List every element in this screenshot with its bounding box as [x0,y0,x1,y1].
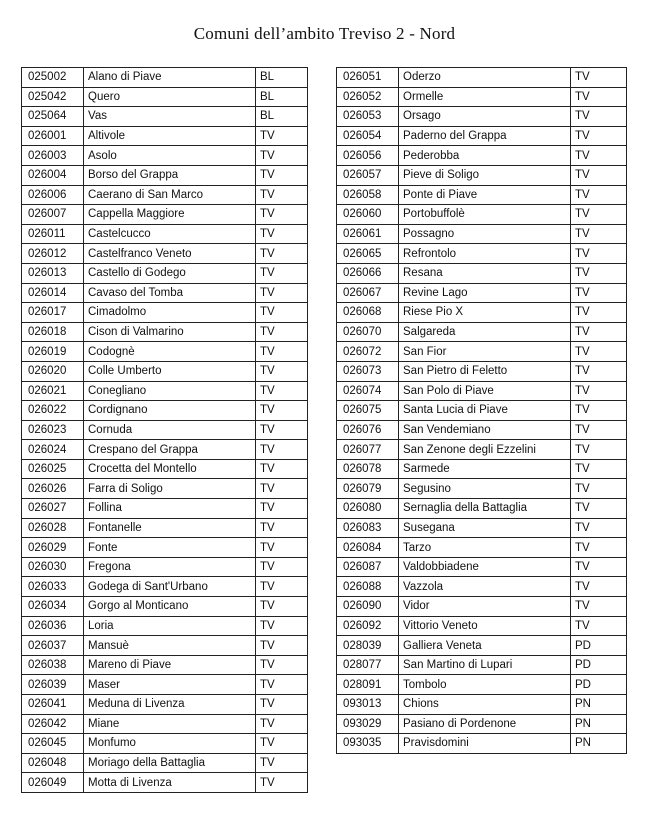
istat-code-cell: 026072 [337,342,399,362]
table-row [22,361,308,381]
istat-code-cell: 026024 [22,440,84,460]
province-cell: PN [571,695,627,715]
province-cell: TV [256,401,308,421]
table-row [337,283,627,303]
comune-name-cell: Miane [84,714,256,734]
province-cell: TV [256,773,308,793]
table-row [337,734,627,754]
comune-name-cell: Possagno [399,224,571,244]
comune-name-cell: Vazzola [399,577,571,597]
province-cell: TV [571,440,627,460]
province-cell: TV [571,68,627,88]
province-cell: TV [256,440,308,460]
province-cell: TV [571,165,627,185]
istat-code-cell: 026012 [22,244,84,264]
province-cell: TV [256,538,308,558]
comune-name-cell: San Martino di Lupari [399,655,571,675]
istat-code-cell: 026007 [22,205,84,225]
province-cell: PN [571,714,627,734]
istat-code-cell: 026041 [22,695,84,715]
istat-code-cell: 026092 [337,616,399,636]
province-cell: TV [256,597,308,617]
province-cell: TV [256,342,308,362]
istat-code-cell: 025064 [22,107,84,127]
comune-name-cell: Follina [84,499,256,519]
comune-name-cell: Pieve di Soligo [399,165,571,185]
table-row [337,107,627,127]
table-row [22,322,308,342]
comune-name-cell: Loria [84,616,256,636]
istat-code-cell: 093029 [337,714,399,734]
table-row [337,381,627,401]
istat-code-cell: 026060 [337,205,399,225]
comune-name-cell: Conegliano [84,381,256,401]
istat-code-cell: 026056 [337,146,399,166]
table-row [337,68,627,88]
istat-code-cell: 026036 [22,616,84,636]
table-row [22,283,308,303]
province-cell: TV [256,185,308,205]
table-row [337,401,627,421]
province-cell: TV [256,146,308,166]
istat-code-cell: 026070 [337,322,399,342]
table-row [337,126,627,146]
table-row [22,263,308,283]
province-cell: PN [571,734,627,754]
istat-code-cell: 026078 [337,459,399,479]
table-row [22,518,308,538]
istat-code-cell: 026003 [22,146,84,166]
table-row [22,205,308,225]
comune-name-cell: Ponte di Piave [399,185,571,205]
istat-code-cell: 026033 [22,577,84,597]
province-cell: TV [571,597,627,617]
province-cell: PD [571,675,627,695]
comune-name-cell: San Vendemiano [399,420,571,440]
istat-code-cell: 026090 [337,597,399,617]
comune-name-cell: Vidor [399,597,571,617]
table-row [337,205,627,225]
comune-name-cell: Meduna di Livenza [84,695,256,715]
table-row [22,87,308,107]
comune-name-cell: Godega di Sant'Urbano [84,577,256,597]
comune-name-cell: Ormelle [399,87,571,107]
istat-code-cell: 025002 [22,68,84,88]
istat-code-cell: 026029 [22,538,84,558]
province-cell: TV [571,361,627,381]
province-cell: TV [256,126,308,146]
province-cell: TV [571,146,627,166]
istat-code-cell: 026025 [22,459,84,479]
comune-name-cell: Refrontolo [399,244,571,264]
table-row [337,263,627,283]
province-cell: TV [256,675,308,695]
province-cell: TV [571,499,627,519]
istat-code-cell: 026067 [337,283,399,303]
istat-code-cell: 026014 [22,283,84,303]
province-cell: TV [571,322,627,342]
istat-code-cell: 026054 [337,126,399,146]
istat-code-cell: 093035 [337,734,399,754]
istat-code-cell: 026026 [22,479,84,499]
comune-name-cell: Susegana [399,518,571,538]
comune-name-cell: Fontanelle [84,518,256,538]
comune-name-cell: Mansuè [84,636,256,656]
istat-code-cell: 026083 [337,518,399,538]
table-row [337,597,627,617]
comune-name-cell: Farra di Soligo [84,479,256,499]
province-cell: TV [256,714,308,734]
istat-code-cell: 026048 [22,753,84,773]
comune-name-cell: San Pietro di Feletto [399,361,571,381]
province-cell: TV [571,420,627,440]
comune-name-cell: Castelfranco Veneto [84,244,256,264]
istat-code-cell: 026065 [337,244,399,264]
istat-code-cell: 026018 [22,322,84,342]
province-cell: TV [256,557,308,577]
province-cell: TV [256,479,308,499]
comune-name-cell: Monfumo [84,734,256,754]
comune-name-cell: Castello di Godego [84,263,256,283]
table-row [337,440,627,460]
istat-code-cell: 026058 [337,185,399,205]
table-row [337,459,627,479]
comune-name-cell: Moriago della Battaglia [84,753,256,773]
comune-name-cell: Colle Umberto [84,361,256,381]
table-row [337,675,627,695]
province-cell: TV [256,655,308,675]
table-row [22,577,308,597]
comune-name-cell: Orsago [399,107,571,127]
istat-code-cell: 026076 [337,420,399,440]
table-row [22,714,308,734]
comune-name-cell: Cimadolmo [84,303,256,323]
istat-code-cell: 026053 [337,107,399,127]
table-row [337,695,627,715]
comune-name-cell: Fregona [84,557,256,577]
table-row [22,655,308,675]
comune-name-cell: Alano di Piave [84,68,256,88]
table-row [22,557,308,577]
province-cell: TV [571,518,627,538]
comune-name-cell: Tombolo [399,675,571,695]
table-row [22,675,308,695]
table-row [337,303,627,323]
province-cell: TV [571,401,627,421]
istat-code-cell: 026087 [337,557,399,577]
istat-code-cell: 025042 [22,87,84,107]
comuni-table-right-body [337,68,627,754]
istat-code-cell: 028039 [337,636,399,656]
table-row [22,734,308,754]
istat-code-cell: 026023 [22,420,84,440]
province-cell: TV [571,185,627,205]
table-row [22,165,308,185]
table-row [22,401,308,421]
comune-name-cell: San Polo di Piave [399,381,571,401]
province-cell: TV [256,734,308,754]
istat-code-cell: 026057 [337,165,399,185]
comune-name-cell: Resana [399,263,571,283]
table-row [22,303,308,323]
istat-code-cell: 026039 [22,675,84,695]
table-row [22,185,308,205]
istat-code-cell: 026068 [337,303,399,323]
province-cell: TV [256,577,308,597]
province-cell: PD [571,636,627,656]
comune-name-cell: San Zenone degli Ezzelini [399,440,571,460]
istat-code-cell: 026080 [337,499,399,519]
istat-code-cell: 028077 [337,655,399,675]
comune-name-cell: Vas [84,107,256,127]
istat-code-cell: 026004 [22,165,84,185]
comune-name-cell: Cornuda [84,420,256,440]
istat-code-cell: 026073 [337,361,399,381]
province-cell: PD [571,655,627,675]
province-cell: TV [256,753,308,773]
province-cell: TV [571,205,627,225]
comune-name-cell: Crocetta del Montello [84,459,256,479]
province-cell: BL [256,107,308,127]
comune-name-cell: Galliera Veneta [399,636,571,656]
comune-name-cell: Gorgo al Monticano [84,597,256,617]
province-cell: TV [571,342,627,362]
province-cell: TV [256,616,308,636]
comune-name-cell: Caerano di San Marco [84,185,256,205]
comune-name-cell: Segusino [399,479,571,499]
comune-name-cell: Cordignano [84,401,256,421]
comune-name-cell: Motta di Livenza [84,773,256,793]
comune-name-cell: Quero [84,87,256,107]
istat-code-cell: 026001 [22,126,84,146]
table-row [22,459,308,479]
table-row [337,420,627,440]
province-cell: TV [256,381,308,401]
table-row [22,479,308,499]
province-cell: TV [571,303,627,323]
table-row [337,224,627,244]
table-row [22,146,308,166]
table-row [337,244,627,264]
istat-code-cell: 026066 [337,263,399,283]
comuni-table-right [336,67,627,754]
province-cell: TV [571,538,627,558]
province-cell: TV [571,244,627,264]
province-cell: TV [256,205,308,225]
istat-code-cell: 093013 [337,695,399,715]
province-cell: TV [256,244,308,264]
istat-code-cell: 026077 [337,440,399,460]
province-cell: TV [571,283,627,303]
table-row [22,381,308,401]
comune-name-cell: Tarzo [399,538,571,558]
istat-code-cell: 026052 [337,87,399,107]
comune-name-cell: Vittorio Veneto [399,616,571,636]
istat-code-cell: 026030 [22,557,84,577]
istat-code-cell: 026038 [22,655,84,675]
table-row [22,440,308,460]
table-row [22,126,308,146]
province-cell: TV [256,459,308,479]
table-row [22,68,308,88]
istat-code-cell: 026049 [22,773,84,793]
province-cell: TV [571,381,627,401]
province-cell: TV [571,107,627,127]
comune-name-cell: Portobuffolè [399,205,571,225]
comune-name-cell: Codognè [84,342,256,362]
table-row [22,695,308,715]
table-row [337,518,627,538]
istat-code-cell: 026074 [337,381,399,401]
table-row [337,146,627,166]
table-row [22,597,308,617]
comune-name-cell: Altivole [84,126,256,146]
table-row [337,361,627,381]
comuni-table-left-body [22,68,308,793]
table-row [22,342,308,362]
page-title: Comuni dell’ambito Treviso 2 - Nord [193,24,456,43]
comune-name-cell: Chions [399,695,571,715]
table-row [22,636,308,656]
province-cell: TV [571,224,627,244]
table-row [22,616,308,636]
comune-name-cell: Cison di Valmarino [84,322,256,342]
istat-code-cell: 026020 [22,361,84,381]
province-cell: TV [256,322,308,342]
istat-code-cell: 026019 [22,342,84,362]
comune-name-cell: Maser [84,675,256,695]
comune-name-cell: Salgareda [399,322,571,342]
table-row [337,636,627,656]
table-row [22,753,308,773]
province-cell: TV [571,479,627,499]
istat-code-cell: 026042 [22,714,84,734]
province-cell: TV [571,87,627,107]
comune-name-cell: Mareno di Piave [84,655,256,675]
table-row [337,557,627,577]
comune-name-cell: Cavaso del Tomba [84,283,256,303]
province-cell: TV [571,616,627,636]
province-cell: TV [256,420,308,440]
istat-code-cell: 026006 [22,185,84,205]
istat-code-cell: 026017 [22,303,84,323]
province-cell: TV [256,518,308,538]
comuni-table-left [21,67,308,793]
istat-code-cell: 026028 [22,518,84,538]
province-cell: TV [571,577,627,597]
istat-code-cell: 026079 [337,479,399,499]
province-cell: TV [256,636,308,656]
comune-name-cell: Santa Lucia di Piave [399,401,571,421]
istat-code-cell: 026034 [22,597,84,617]
table-row [22,224,308,244]
istat-code-cell: 026013 [22,263,84,283]
istat-code-cell: 026037 [22,636,84,656]
istat-code-cell: 026011 [22,224,84,244]
province-cell: TV [256,361,308,381]
table-row [337,714,627,734]
table-row [337,165,627,185]
comune-name-cell: Fonte [84,538,256,558]
province-cell: TV [256,263,308,283]
comune-name-cell: Pravisdomini [399,734,571,754]
province-cell: TV [571,459,627,479]
comune-name-cell: Riese Pio X [399,303,571,323]
comune-name-cell: Pasiano di Pordenone [399,714,571,734]
province-cell: TV [256,499,308,519]
province-cell: TV [256,695,308,715]
province-cell: TV [256,283,308,303]
table-row [337,655,627,675]
istat-code-cell: 026022 [22,401,84,421]
table-row [337,87,627,107]
table-row [337,322,627,342]
comune-name-cell: Cappella Maggiore [84,205,256,225]
table-row [22,420,308,440]
comune-name-cell: Oderzo [399,68,571,88]
province-cell: TV [571,126,627,146]
table-row [22,244,308,264]
comune-name-cell: Sarmede [399,459,571,479]
istat-code-cell: 026027 [22,499,84,519]
province-cell: TV [256,303,308,323]
province-cell: BL [256,87,308,107]
istat-code-cell: 026061 [337,224,399,244]
comune-name-cell: Paderno del Grappa [399,126,571,146]
istat-code-cell: 026045 [22,734,84,754]
comune-name-cell: Valdobbiadene [399,557,571,577]
province-cell: TV [571,557,627,577]
comune-name-cell: San Fior [399,342,571,362]
istat-code-cell: 026075 [337,401,399,421]
istat-code-cell: 028091 [337,675,399,695]
table-row [22,773,308,793]
table-row [337,577,627,597]
table-row [337,185,627,205]
province-cell: BL [256,68,308,88]
istat-code-cell: 026021 [22,381,84,401]
comune-name-cell: Borso del Grappa [84,165,256,185]
province-cell: TV [256,165,308,185]
comune-name-cell: Sernaglia della Battaglia [399,499,571,519]
table-row [22,107,308,127]
table-row [22,538,308,558]
comune-name-cell: Pederobba [399,146,571,166]
istat-code-cell: 026084 [337,538,399,558]
table-row [22,499,308,519]
province-cell: TV [571,263,627,283]
comune-name-cell: Asolo [84,146,256,166]
table-row [337,538,627,558]
table-row [337,499,627,519]
comune-name-cell: Castelcucco [84,224,256,244]
istat-code-cell: 026088 [337,577,399,597]
table-row [337,616,627,636]
table-row [337,479,627,499]
istat-code-cell: 026051 [337,68,399,88]
comune-name-cell: Revine Lago [399,283,571,303]
comune-name-cell: Crespano del Grappa [84,440,256,460]
table-row [337,342,627,362]
province-cell: TV [256,224,308,244]
